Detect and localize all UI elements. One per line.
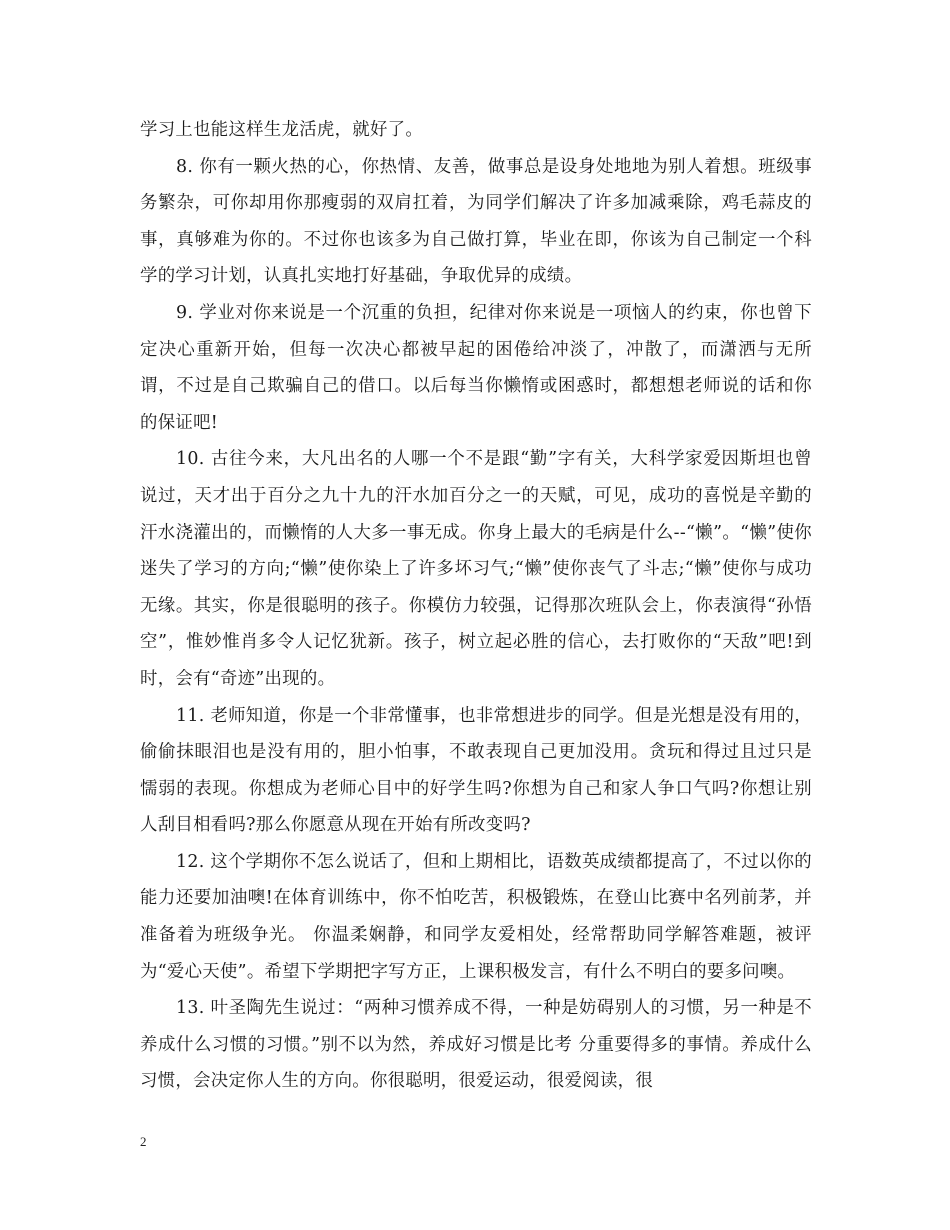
document-body [140, 112, 812, 1100]
paragraph-item-8: 8. 你有一颗火热的心，你热情、友善，做事总是设身处地地为别人着想。班级事务繁杂，可你却用你那瘦弱的双肩扛着，为同学们解决了许多加减乘除，鸡毛蒜皮的事，真够难为你的。不过你也该多为自己做打算，毕业在即，你该为自己制定一个科学的学习计划，认真扎实地打好基础，争取优异的成绩。 [140, 156, 812, 287]
paragraph-item-9: 9. 学业对你来说是一个沉重的负担，纪律对你来说是一项恼人的约束，你也曾下定决心重新开始，但每一次决心都被早起的困倦给冲淡了，冲散了，而潇洒与无所谓，不过是自己欺骗自己的借口。以后每当你懒惰或困惑时，都想想老师说的话和你的保证吧! [140, 302, 812, 433]
paragraph-item-13: 13. 叶圣陶先生说过：“两种习惯养成不得，一种是妨碍别人的习惯，另一种是不养成什么习惯的习惯。”别不以为然，养成好习惯是比考 分重要得多的事情。养成什么习惯，会决定你人生的方向。你很聪明，很爱运动，很爱阅读，很 [140, 998, 812, 1092]
paragraph-item-10: 10. 古往今来，大凡出名的人哪一个不是跟“勤”字有关，大科学家爱因斯坦也曾说过，天才出于百分之九十九的汗水加百分之一的天赋，可见，成功的喜悦是辛勤的汗水浇灌出的，而懒惰的人大多一事无成。你身上最大的毛病是什么--“懒”。“懒”使你迷失了学习的方向;“懒”使你染上了许多坏习气;“懒”使你丧气了斗志;“懒”使你与成功无缘。其实，你是很聪明的孩子。你模仿力较强，记得那次班队会上，你表演得“孙悟空”，惟妙惟肖多令人记忆犹新。孩子，树立起必胜的信心，去打败你的“天敌”吧!到时，会有“奇迹”出现的。 [140, 449, 812, 689]
paragraph-item-12: 12. 这个学期你不怎么说话了，但和上期相比，语数英成绩都提高了，不过以你的能力还要加油噢!在体育训练中，你不怕吃苦，积极锻炼，在登山比赛中名列前茅，并准备着为班级争光。 你温柔娴静，和同学友爱相处，经常帮助同学解答难题，被评为“爱心天使”。希望下学期把字写方正，上课积极发言，有什么不明白的要多问噢。 [140, 851, 812, 982]
paragraph-continuation: 学习上也能这样生龙活虎，就好了。 [140, 120, 424, 140]
paragraph-item-11: 11. 老师知道，你是一个非常懂事，也非常想进步的同学。但是光想是没有用的，偷偷抹眼泪也是没有用的，胆小怕事，不敢表现自己更加没用。贪玩和得过且过只是懦弱的表现。你想成为老师心目中的好学生吗?你想为自己和家人争口气吗?你想让别人刮目相看吗?那么你愿意从现在开始有所改变吗? [140, 705, 812, 836]
page-number: 2 [140, 1134, 147, 1149]
